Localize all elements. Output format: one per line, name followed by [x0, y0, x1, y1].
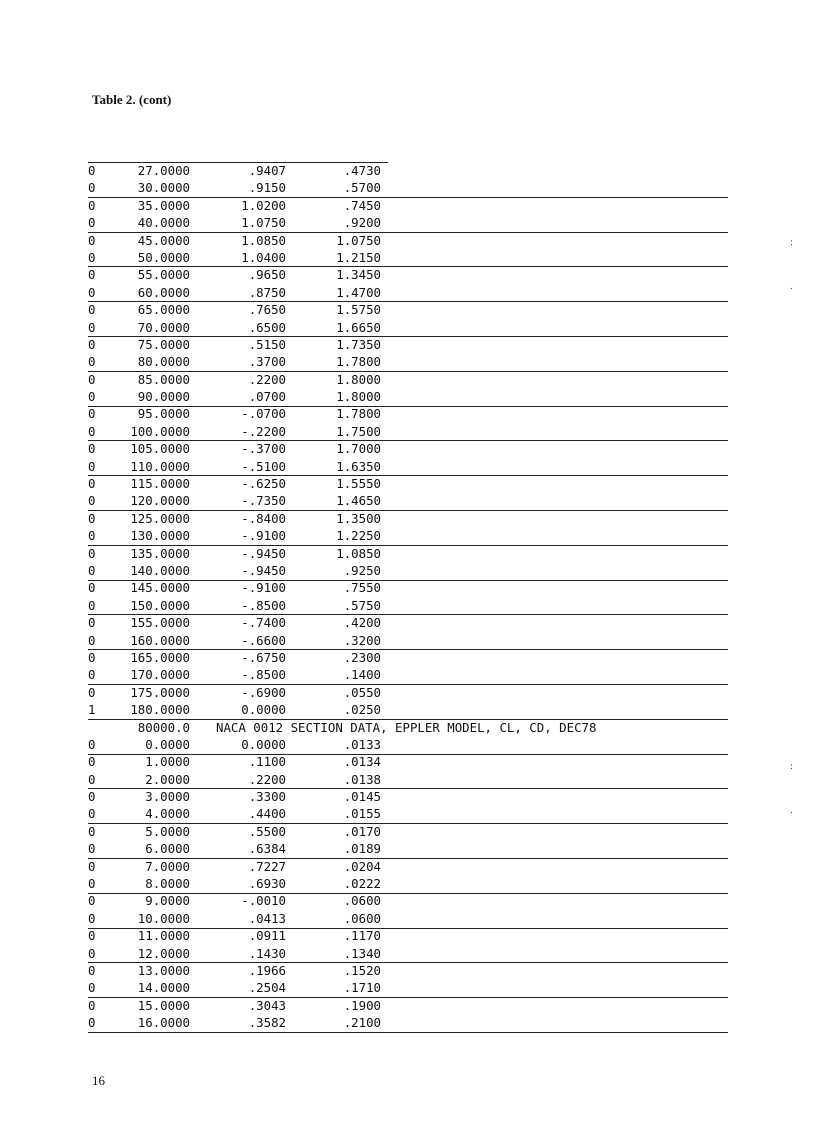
- table-row: [88, 179, 728, 196]
- table-row: [88, 910, 728, 927]
- cd-cell: .1520: [343, 962, 381, 978]
- cl-cell: .7227: [248, 858, 286, 874]
- flag-cell: 0: [88, 562, 96, 578]
- flag-cell: 0: [88, 806, 96, 822]
- row-divider: [88, 475, 728, 476]
- cd-cell: 1.6650: [336, 319, 381, 335]
- row-divider: [88, 893, 728, 894]
- cd-cell: 1.2150: [336, 249, 381, 265]
- cd-cell: .2300: [343, 649, 381, 665]
- table-row: [88, 997, 728, 1014]
- table-row: [88, 527, 728, 544]
- flag-cell: 0: [88, 980, 96, 996]
- section-title-cell: NACA 0012 SECTION DATA, EPPLER MODEL, CL, CD, DEC78: [216, 719, 597, 735]
- table-row: [88, 962, 728, 979]
- cd-cell: 1.4650: [336, 493, 381, 509]
- cl-cell: .1430: [248, 945, 286, 961]
- table-row: [88, 858, 728, 875]
- flag-cell: 0: [88, 841, 96, 857]
- table-row: [88, 805, 728, 822]
- flag-cell: 0: [88, 528, 96, 544]
- cd-cell: .1170: [343, 928, 381, 944]
- flag-cell: 1: [88, 702, 96, 718]
- angle-cell: 165.0000: [130, 649, 190, 665]
- angle-cell: 85.0000: [137, 371, 190, 387]
- cl-cell: 1.0750: [241, 215, 286, 231]
- flag-cell: 0: [88, 893, 96, 909]
- flag-cell: 0: [88, 1015, 96, 1031]
- cl-cell: .6384: [248, 841, 286, 857]
- table-row: [88, 649, 728, 666]
- flag-cell: 0: [88, 789, 96, 805]
- cl-cell: .9650: [248, 267, 286, 283]
- cl-cell: .0911: [248, 928, 286, 944]
- cd-cell: .7550: [343, 580, 381, 596]
- cd-cell: .9200: [343, 215, 381, 231]
- table-row: [88, 162, 728, 179]
- cl-cell: .3700: [248, 354, 286, 370]
- angle-cell: 140.0000: [130, 562, 190, 578]
- cl-cell: .3043: [248, 997, 286, 1013]
- table-row: [88, 927, 728, 944]
- angle-cell: 14.0000: [137, 980, 190, 996]
- flag-cell: 0: [88, 284, 96, 300]
- angle-cell: 2.0000: [145, 771, 190, 787]
- table-row: [88, 353, 728, 370]
- cd-cell: 1.3450: [336, 267, 381, 283]
- table-row: [88, 284, 728, 301]
- cd-cell: .0155: [343, 806, 381, 822]
- table-row: [88, 545, 728, 562]
- cd-cell: 1.8000: [336, 389, 381, 405]
- angle-cell: 9.0000: [145, 893, 190, 909]
- cd-cell: .1400: [343, 667, 381, 683]
- cd-cell: .9250: [343, 562, 381, 578]
- cd-cell: .1340: [343, 945, 381, 961]
- cd-cell: 1.3500: [336, 510, 381, 526]
- cl-cell: .2200: [248, 771, 286, 787]
- row-divider: [88, 928, 728, 929]
- cd-cell: .4200: [343, 615, 381, 631]
- table-row: [88, 823, 728, 840]
- row-divider: [88, 371, 728, 372]
- cl-cell: 1.0400: [241, 249, 286, 265]
- table-row: [88, 684, 728, 701]
- table-row: [88, 301, 728, 318]
- angle-cell: 1.0000: [145, 754, 190, 770]
- cl-cell: 0.0000: [241, 736, 286, 752]
- angle-cell: 120.0000: [130, 493, 190, 509]
- cl-cell: -.9100: [241, 580, 286, 596]
- flag-cell: 0: [88, 858, 96, 874]
- row-divider: [88, 614, 728, 615]
- table-row: [88, 945, 728, 962]
- row-divider: [88, 406, 728, 407]
- cd-cell: .0134: [343, 754, 381, 770]
- angle-cell: 105.0000: [130, 441, 190, 457]
- cd-cell: .4730: [343, 163, 381, 178]
- table-row: [88, 701, 728, 718]
- flag-cell: 0: [88, 736, 96, 752]
- table-row: [88, 371, 728, 388]
- cd-cell: 1.5550: [336, 476, 381, 492]
- row-divider: [88, 754, 728, 755]
- angle-cell: 11.0000: [137, 928, 190, 944]
- flag-cell: 0: [88, 267, 96, 283]
- angle-cell: 12.0000: [137, 945, 190, 961]
- angle-cell: 150.0000: [130, 597, 190, 613]
- flag-cell: 0: [88, 754, 96, 770]
- data-table: [88, 162, 728, 1032]
- table-row: [88, 475, 728, 492]
- table-row: [88, 458, 728, 475]
- flag-cell: 0: [88, 319, 96, 335]
- flag-cell: 0: [88, 580, 96, 596]
- angle-cell: 130.0000: [130, 528, 190, 544]
- flag-cell: 0: [88, 423, 96, 439]
- row-divider: [88, 301, 728, 302]
- margin-dot-mark: .: [790, 806, 793, 816]
- table-row: [88, 249, 728, 266]
- angle-cell: 145.0000: [130, 580, 190, 596]
- flag-cell: 0: [88, 962, 96, 978]
- row-divider: [88, 997, 728, 998]
- row-divider: [88, 162, 388, 163]
- angle-cell: 0.0000: [145, 736, 190, 752]
- cd-cell: 1.0750: [336, 232, 381, 248]
- cd-cell: .1710: [343, 980, 381, 996]
- cd-cell: .0133: [343, 736, 381, 752]
- angle-cell: 180.0000: [130, 702, 190, 718]
- angle-cell: 135.0000: [130, 545, 190, 561]
- flag-cell: 0: [88, 597, 96, 613]
- cd-cell: 1.7000: [336, 441, 381, 457]
- cd-cell: .0189: [343, 841, 381, 857]
- table-row: [88, 632, 728, 649]
- cl-cell: .0413: [248, 910, 286, 926]
- flag-cell: 0: [88, 336, 96, 352]
- cd-cell: 1.8000: [336, 371, 381, 387]
- cl-cell: 1.0850: [241, 232, 286, 248]
- angle-cell: 55.0000: [137, 267, 190, 283]
- table-row: [88, 562, 728, 579]
- table-row: [88, 666, 728, 683]
- cl-cell: -.7350: [241, 493, 286, 509]
- table-row: [88, 719, 728, 736]
- angle-cell: 155.0000: [130, 615, 190, 631]
- cl-cell: -.8500: [241, 667, 286, 683]
- cl-cell: -.9450: [241, 545, 286, 561]
- angle-cell: 3.0000: [145, 789, 190, 805]
- flag-cell: 0: [88, 180, 96, 196]
- cl-cell: -.0010: [241, 893, 286, 909]
- flag-cell: 0: [88, 649, 96, 665]
- cl-cell: -.6900: [241, 684, 286, 700]
- flag-cell: 0: [88, 545, 96, 561]
- angle-cell: 45.0000: [137, 232, 190, 248]
- row-divider: [88, 684, 728, 685]
- cd-cell: .5700: [343, 180, 381, 196]
- angle-cell: 4.0000: [145, 806, 190, 822]
- angle-cell: 60.0000: [137, 284, 190, 300]
- table-row: [88, 232, 728, 249]
- cd-cell: .0600: [343, 893, 381, 909]
- angle-cell: 70.0000: [137, 319, 190, 335]
- flag-cell: 0: [88, 510, 96, 526]
- angle-cell: 95.0000: [137, 406, 190, 422]
- cl-cell: .7650: [248, 302, 286, 318]
- table-row: [88, 423, 728, 440]
- cl-cell: -.8500: [241, 597, 286, 613]
- cl-cell: .9150: [248, 180, 286, 196]
- angle-cell: 115.0000: [130, 476, 190, 492]
- table-row: [88, 979, 728, 996]
- table-row: [88, 788, 728, 805]
- cl-cell: .1966: [248, 962, 286, 978]
- table-row: [88, 405, 728, 422]
- flag-cell: 0: [88, 771, 96, 787]
- cl-cell: -.0700: [241, 406, 286, 422]
- cl-cell: .1100: [248, 754, 286, 770]
- angle-cell: 125.0000: [130, 510, 190, 526]
- cd-cell: .1900: [343, 997, 381, 1013]
- cd-cell: 1.7800: [336, 354, 381, 370]
- table-row: [88, 579, 728, 596]
- angle-cell: 16.0000: [137, 1015, 190, 1031]
- table-row: [88, 771, 728, 788]
- angle-cell: 6.0000: [145, 841, 190, 857]
- cl-cell: -.6250: [241, 476, 286, 492]
- angle-cell: 175.0000: [130, 684, 190, 700]
- flag-cell: 0: [88, 163, 96, 178]
- cd-cell: .7450: [343, 197, 381, 213]
- angle-cell: 8.0000: [145, 876, 190, 892]
- page-number: 16: [92, 1073, 105, 1088]
- angle-cell: 160.0000: [130, 632, 190, 648]
- angle-cell: 80.0000: [137, 354, 190, 370]
- cd-cell: .0600: [343, 910, 381, 926]
- angle-cell: 27.0000: [137, 163, 190, 178]
- cd-cell: 1.4700: [336, 284, 381, 300]
- table-row: [88, 266, 728, 283]
- table-row: [88, 875, 728, 892]
- angle-cell: 80000.0: [137, 719, 190, 735]
- cd-cell: .0145: [343, 789, 381, 805]
- flag-cell: 0: [88, 354, 96, 370]
- cl-cell: -.3700: [241, 441, 286, 457]
- table-row: [88, 1014, 728, 1031]
- cl-cell: .6930: [248, 876, 286, 892]
- angle-cell: 30.0000: [137, 180, 190, 196]
- flag-cell: 0: [88, 997, 96, 1013]
- flag-cell: 0: [88, 632, 96, 648]
- table-row: [88, 892, 728, 909]
- margin-colon-mark: :: [790, 238, 794, 248]
- cd-cell: 1.6350: [336, 458, 381, 474]
- row-divider: [88, 545, 728, 546]
- flag-cell: 0: [88, 197, 96, 213]
- cd-cell: .0204: [343, 858, 381, 874]
- row-divider: [88, 1032, 728, 1033]
- flag-cell: 0: [88, 371, 96, 387]
- margin-dot-mark: .: [790, 282, 793, 292]
- row-divider: [88, 336, 728, 337]
- table-caption: Table 2. (cont): [92, 92, 172, 107]
- angle-cell: 35.0000: [137, 197, 190, 213]
- flag-cell: 0: [88, 684, 96, 700]
- row-divider: [88, 962, 728, 963]
- cl-cell: -.9100: [241, 528, 286, 544]
- cl-cell: .6500: [248, 319, 286, 335]
- cl-cell: .8750: [248, 284, 286, 300]
- row-divider: [88, 649, 728, 650]
- cl-cell: -.7400: [241, 615, 286, 631]
- cd-cell: 1.0850: [336, 545, 381, 561]
- angle-cell: 75.0000: [137, 336, 190, 352]
- flag-cell: 0: [88, 876, 96, 892]
- flag-cell: 0: [88, 928, 96, 944]
- flag-cell: 0: [88, 910, 96, 926]
- row-divider: [88, 823, 728, 824]
- table-row: [88, 614, 728, 631]
- flag-cell: 0: [88, 215, 96, 231]
- row-divider: [88, 719, 728, 720]
- cl-cell: -.8400: [241, 510, 286, 526]
- row-divider: [88, 788, 728, 789]
- table-row: [88, 214, 728, 231]
- cd-cell: .2100: [343, 1015, 381, 1031]
- cd-cell: .5750: [343, 597, 381, 613]
- angle-cell: 5.0000: [145, 823, 190, 839]
- angle-cell: 40.0000: [137, 215, 190, 231]
- cl-cell: .2200: [248, 371, 286, 387]
- flag-cell: 0: [88, 389, 96, 405]
- cl-cell: .0700: [248, 389, 286, 405]
- flag-cell: 0: [88, 493, 96, 509]
- flag-cell: 0: [88, 615, 96, 631]
- flag-cell: 0: [88, 945, 96, 961]
- flag-cell: 0: [88, 302, 96, 318]
- row-divider: [88, 580, 728, 581]
- table-row: [88, 510, 728, 527]
- cl-cell: .3582: [248, 1015, 286, 1031]
- cl-cell: .4400: [248, 806, 286, 822]
- table-row: [88, 753, 728, 770]
- flag-cell: 0: [88, 667, 96, 683]
- cd-cell: 1.2250: [336, 528, 381, 544]
- table-row: [88, 736, 728, 753]
- cd-cell: .3200: [343, 632, 381, 648]
- cl-cell: 1.0200: [241, 197, 286, 213]
- angle-cell: 10.0000: [137, 910, 190, 926]
- table-row: [88, 197, 728, 214]
- table-row: [88, 492, 728, 509]
- flag-cell: 0: [88, 476, 96, 492]
- row-divider: [88, 266, 728, 267]
- cd-cell: .0550: [343, 684, 381, 700]
- cl-cell: .5150: [248, 336, 286, 352]
- cd-cell: 1.5750: [336, 302, 381, 318]
- table-row: [88, 597, 728, 614]
- margin-colon-mark: :: [790, 762, 794, 772]
- angle-cell: 7.0000: [145, 858, 190, 874]
- flag-cell: 0: [88, 823, 96, 839]
- cl-cell: -.6600: [241, 632, 286, 648]
- row-divider: [88, 197, 728, 198]
- angle-cell: 170.0000: [130, 667, 190, 683]
- table-row: [88, 388, 728, 405]
- cd-cell: 1.7500: [336, 423, 381, 439]
- cd-cell: .0222: [343, 876, 381, 892]
- row-divider: [88, 858, 728, 859]
- cd-cell: 1.7800: [336, 406, 381, 422]
- table-row: [88, 440, 728, 457]
- cl-cell: 0.0000: [241, 702, 286, 718]
- row-divider: [88, 232, 728, 233]
- angle-cell: 13.0000: [137, 962, 190, 978]
- row-divider: [88, 510, 728, 511]
- angle-cell: 65.0000: [137, 302, 190, 318]
- flag-cell: 0: [88, 458, 96, 474]
- row-divider: [88, 440, 728, 441]
- cl-cell: .2504: [248, 980, 286, 996]
- cl-cell: -.2200: [241, 423, 286, 439]
- angle-cell: 90.0000: [137, 389, 190, 405]
- flag-cell: 0: [88, 406, 96, 422]
- cl-cell: .9407: [248, 163, 286, 178]
- flag-cell: 0: [88, 249, 96, 265]
- angle-cell: 100.0000: [130, 423, 190, 439]
- cl-cell: .5500: [248, 823, 286, 839]
- table-row: [88, 840, 728, 857]
- flag-cell: 0: [88, 441, 96, 457]
- cd-cell: .0170: [343, 823, 381, 839]
- cl-cell: -.9450: [241, 562, 286, 578]
- cl-cell: .3300: [248, 789, 286, 805]
- table-row: [88, 319, 728, 336]
- cl-cell: -.5100: [241, 458, 286, 474]
- angle-cell: 15.0000: [137, 997, 190, 1013]
- cd-cell: .0250: [343, 702, 381, 718]
- angle-cell: 110.0000: [130, 458, 190, 474]
- angle-cell: 50.0000: [137, 249, 190, 265]
- cd-cell: .0138: [343, 771, 381, 787]
- cd-cell: 1.7350: [336, 336, 381, 352]
- cl-cell: -.6750: [241, 649, 286, 665]
- table-row: [88, 336, 728, 353]
- flag-cell: 0: [88, 232, 96, 248]
